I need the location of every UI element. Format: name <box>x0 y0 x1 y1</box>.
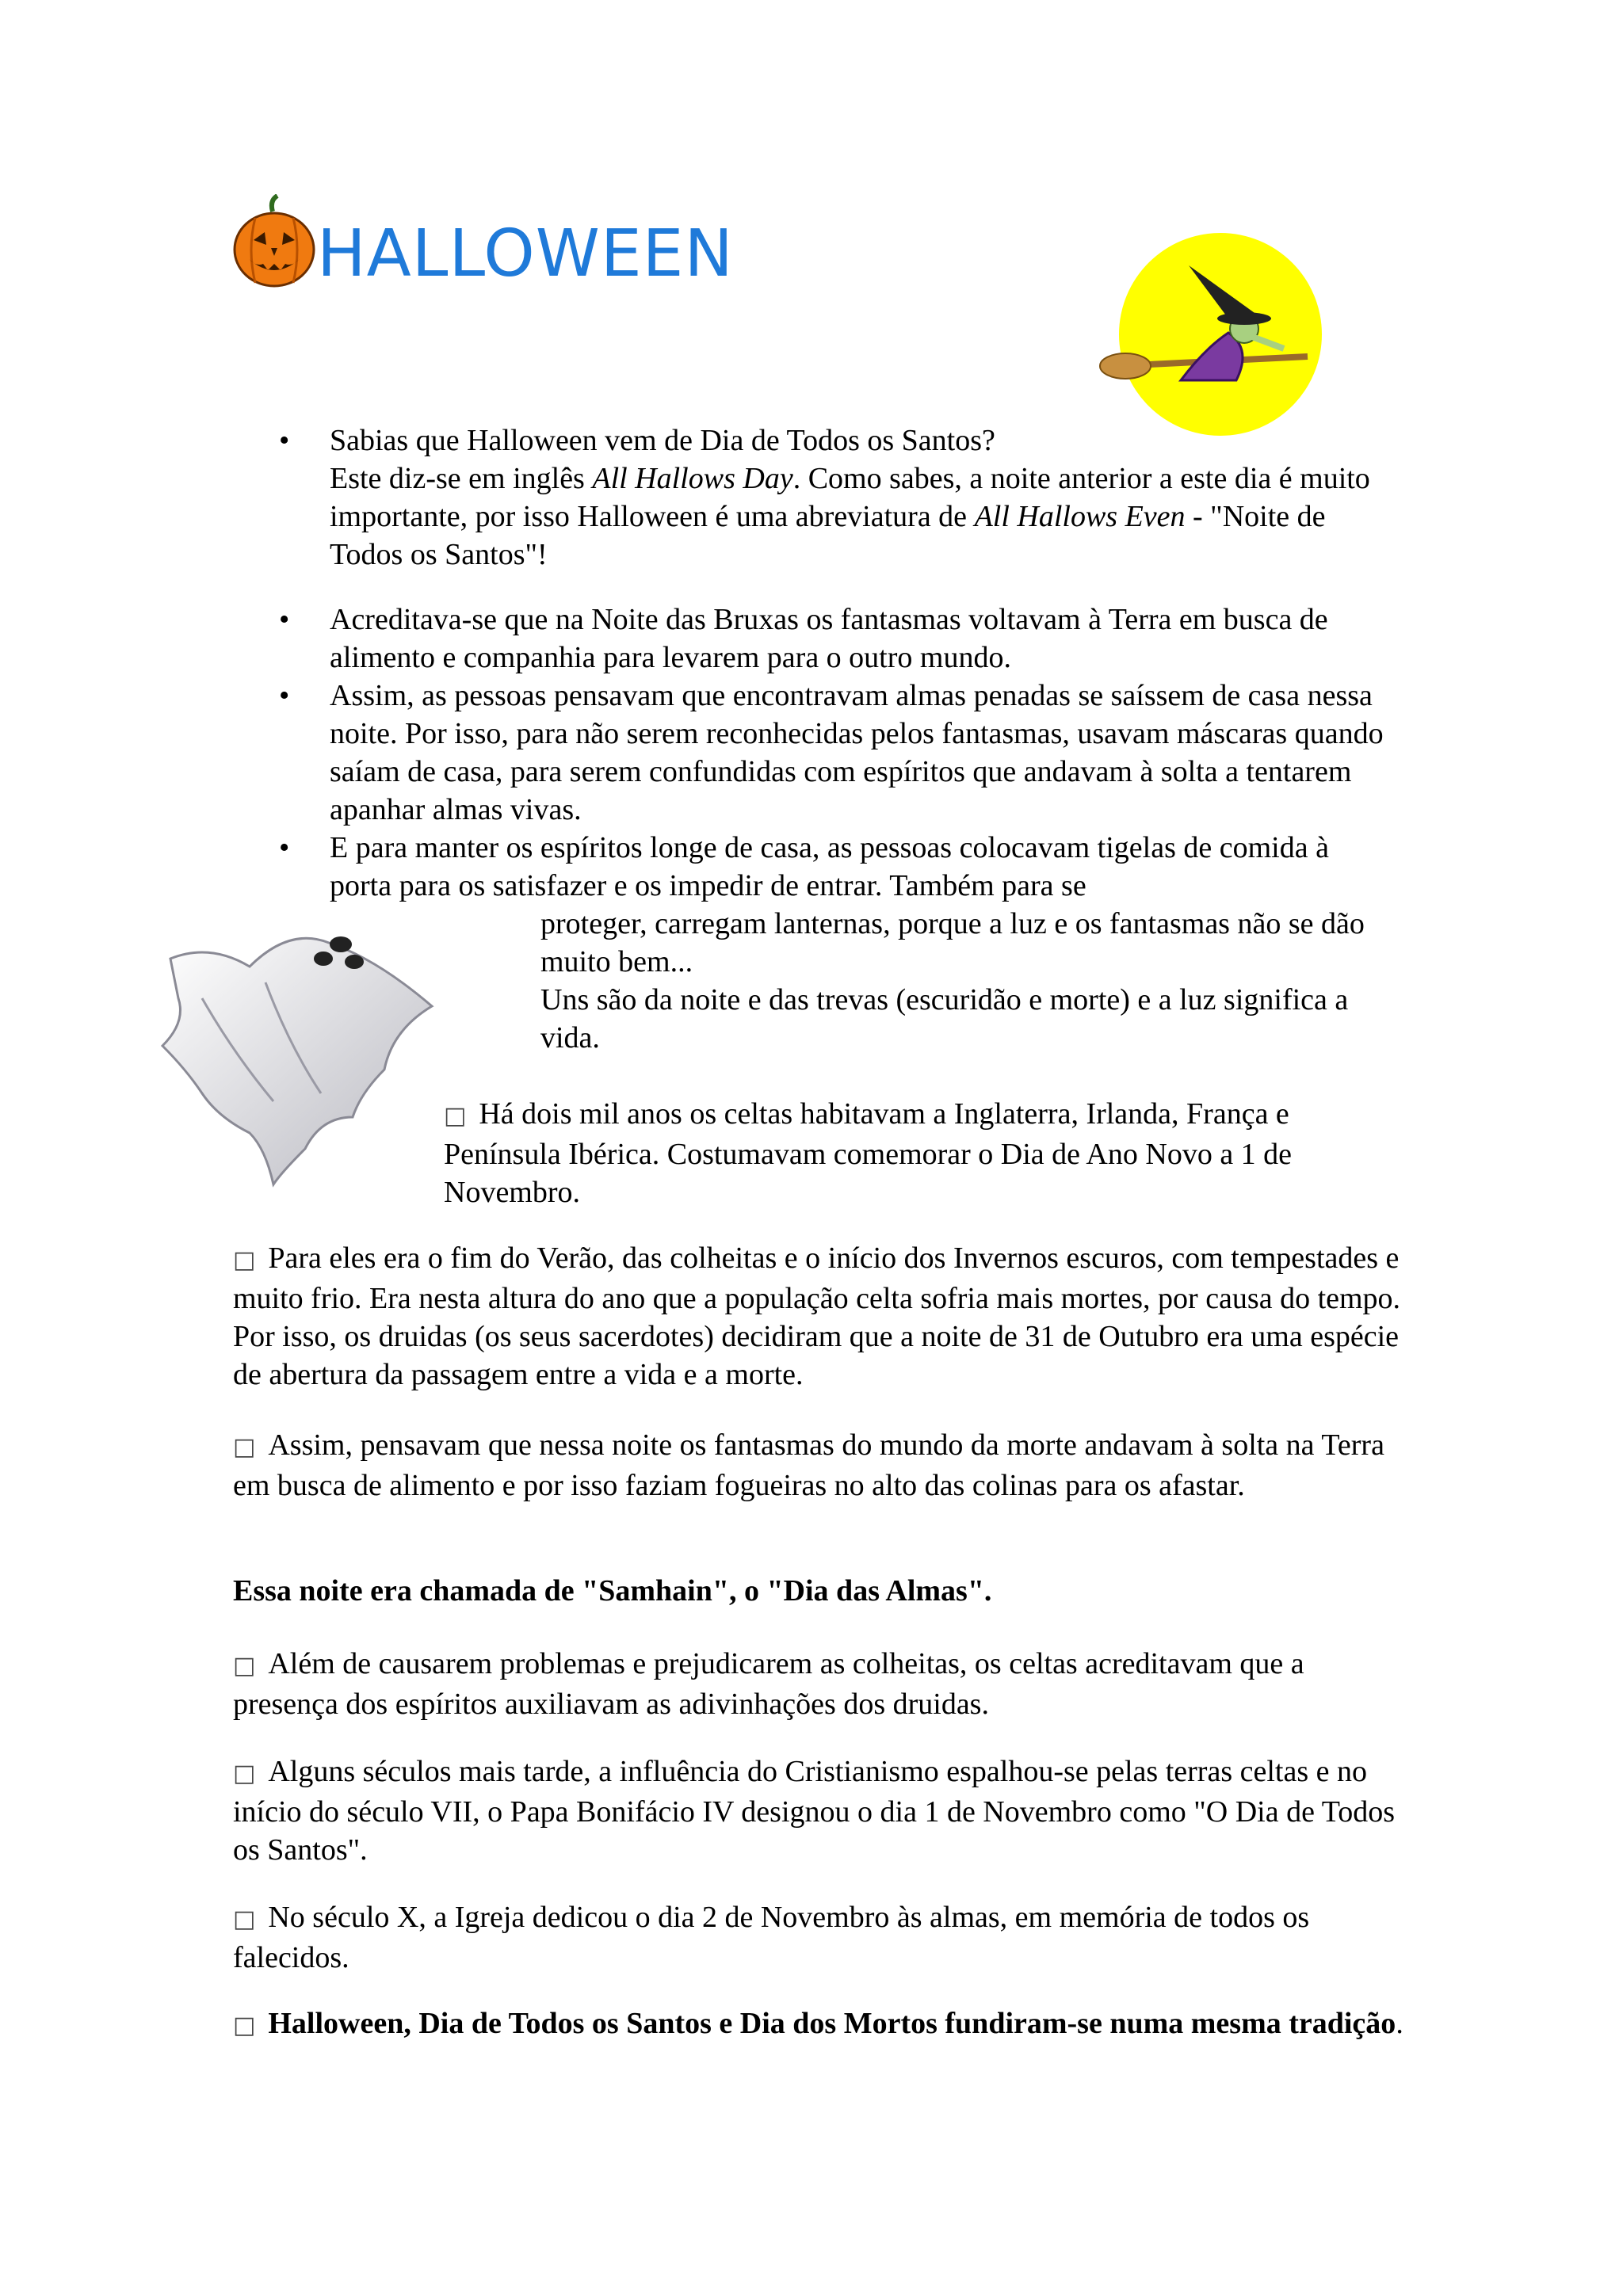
paragraph-christianity <box>233 1753 1406 1869</box>
square-bullet-icon: □ <box>233 1905 256 1933</box>
ghost-icon <box>155 911 440 1196</box>
square-bullet-icon: □ <box>233 1246 256 1274</box>
paragraph-text: Há dois mil anos os celtas habitavam a Inglaterra, Irlanda, França e Península Ibérica. Costumavam comemorar o Dia de Ano Novo a 1 de Novembro. <box>444 1097 1293 1209</box>
paragraph-text: No século X, a Igreja dedicou o dia 2 de Novembro às almas, em memória de todos os falecidos. <box>233 1901 1310 1974</box>
bullet-1-text-b: . Como sabes, a noite anterior a este dia é muito importante, por isso Halloween é uma abreviatura de <box>330 462 1370 533</box>
paragraph-end-of-summer <box>233 1239 1406 1394</box>
all-hallows-even: All Hallows Even <box>974 500 1186 533</box>
bullet-marker: • <box>279 679 290 712</box>
bullet-item-2: Acreditava-se que na Noite das Bruxas os fantasmas voltavam à Terra em busca de alimento e companhia para levarem para o outro mundo. <box>330 603 1328 674</box>
square-bullet-icon: □ <box>444 1102 467 1130</box>
bullet-item-4-part-a: E para manter os espíritos longe de casa, as pessoas colocavam tigelas de comida à porta para os satisfazer e os impedir de entrar. Também para se <box>330 831 1329 902</box>
bullet-item-3: Assim, as pessoas pensavam que encontravam almas penadas se saíssem de casa nessa noite. Por isso, para não serem reconhecidas pelos fantasmas, usavam máscaras quando saíam de casa, para serem confundidas com espíritos que andavam à solta a tentarem apanhar almas vivas. <box>330 679 1384 826</box>
bullet-1-text-c: - "Noite de Todos os Santos"! <box>330 500 1326 571</box>
page-title: HALLOWEEN <box>317 216 734 292</box>
paragraph-harvests <box>233 1645 1406 1723</box>
paragraph-ghosts-loose <box>233 1426 1406 1505</box>
square-bullet-icon: □ <box>233 2012 256 2039</box>
final-period: . <box>1396 2007 1403 2040</box>
bullet-marker: • <box>279 831 290 864</box>
paragraph-celts <box>444 1095 1395 1211</box>
square-bullet-icon: □ <box>233 1433 256 1461</box>
all-hallows-day: All Hallows Day <box>592 462 793 495</box>
witch-on-broom-moon-icon <box>1094 230 1331 440</box>
bullet-item-4-part-c: Uns são da noite e das trevas (escuridão e morte) e a luz significa a vida. <box>540 983 1349 1055</box>
bullet-1-text-a: Este diz-se em inglês <box>330 462 593 495</box>
paragraph-text: Para eles era o fim do Verão, das colheitas e o início dos Invernos escuros, com tempestades e muito frio. Era nesta altura do ano que a população celta sofria mais mortes, por causa do tempo. Por isso, os druidas (os seus sacerdotes) decidiram que a noite de 31 de Outubro era uma espécie de abertura da passagem entre a vida e a morte. <box>233 1241 1401 1391</box>
bullet-1-line1: Sabias que Halloween vem de Dia de Todos os Santos? <box>330 424 995 457</box>
paragraph-text: Alguns séculos mais tarde, a influência do Cristianismo espalhou-se pelas terras celtas e no início do século VII, o Papa Bonifácio IV designou o dia 1 de Novembro como "O Dia de Todos os Santos". <box>233 1755 1396 1867</box>
paragraph-text: Além de causarem problemas e prejudicarem as colheitas, os celtas acreditavam que a presença dos espíritos auxiliavam as adivinhações dos druidas. <box>233 1647 1304 1721</box>
bullet-marker: • <box>279 424 290 457</box>
bullet-item-4-part-b: proteger, carregam lanternas, porque a luz e os fantasmas não se dão muito bem... <box>540 907 1365 978</box>
square-bullet-icon: □ <box>233 1652 256 1680</box>
paragraph-text: Assim, pensavam que nessa noite os fantasmas do mundo da morte andavam à solta na Terra em busca de alimento e por isso faziam fogueiras no alto das colinas para os afastar. <box>233 1428 1384 1502</box>
final-bold-text: Halloween, Dia de Todos os Santos e Dia dos Mortos fundiram-se numa mesma tradição <box>268 2007 1396 2040</box>
bullet-marker: • <box>279 603 290 636</box>
paragraph-final <box>233 2004 1406 2045</box>
square-bullet-icon: □ <box>233 1760 256 1787</box>
bullet-item-1 <box>330 421 1392 574</box>
paragraph-century-x <box>233 1898 1406 1977</box>
samhain-heading: Essa noite era chamada de "Samhain", o "Dia das Almas". <box>233 1574 992 1608</box>
pumpkin-icon <box>231 194 317 289</box>
